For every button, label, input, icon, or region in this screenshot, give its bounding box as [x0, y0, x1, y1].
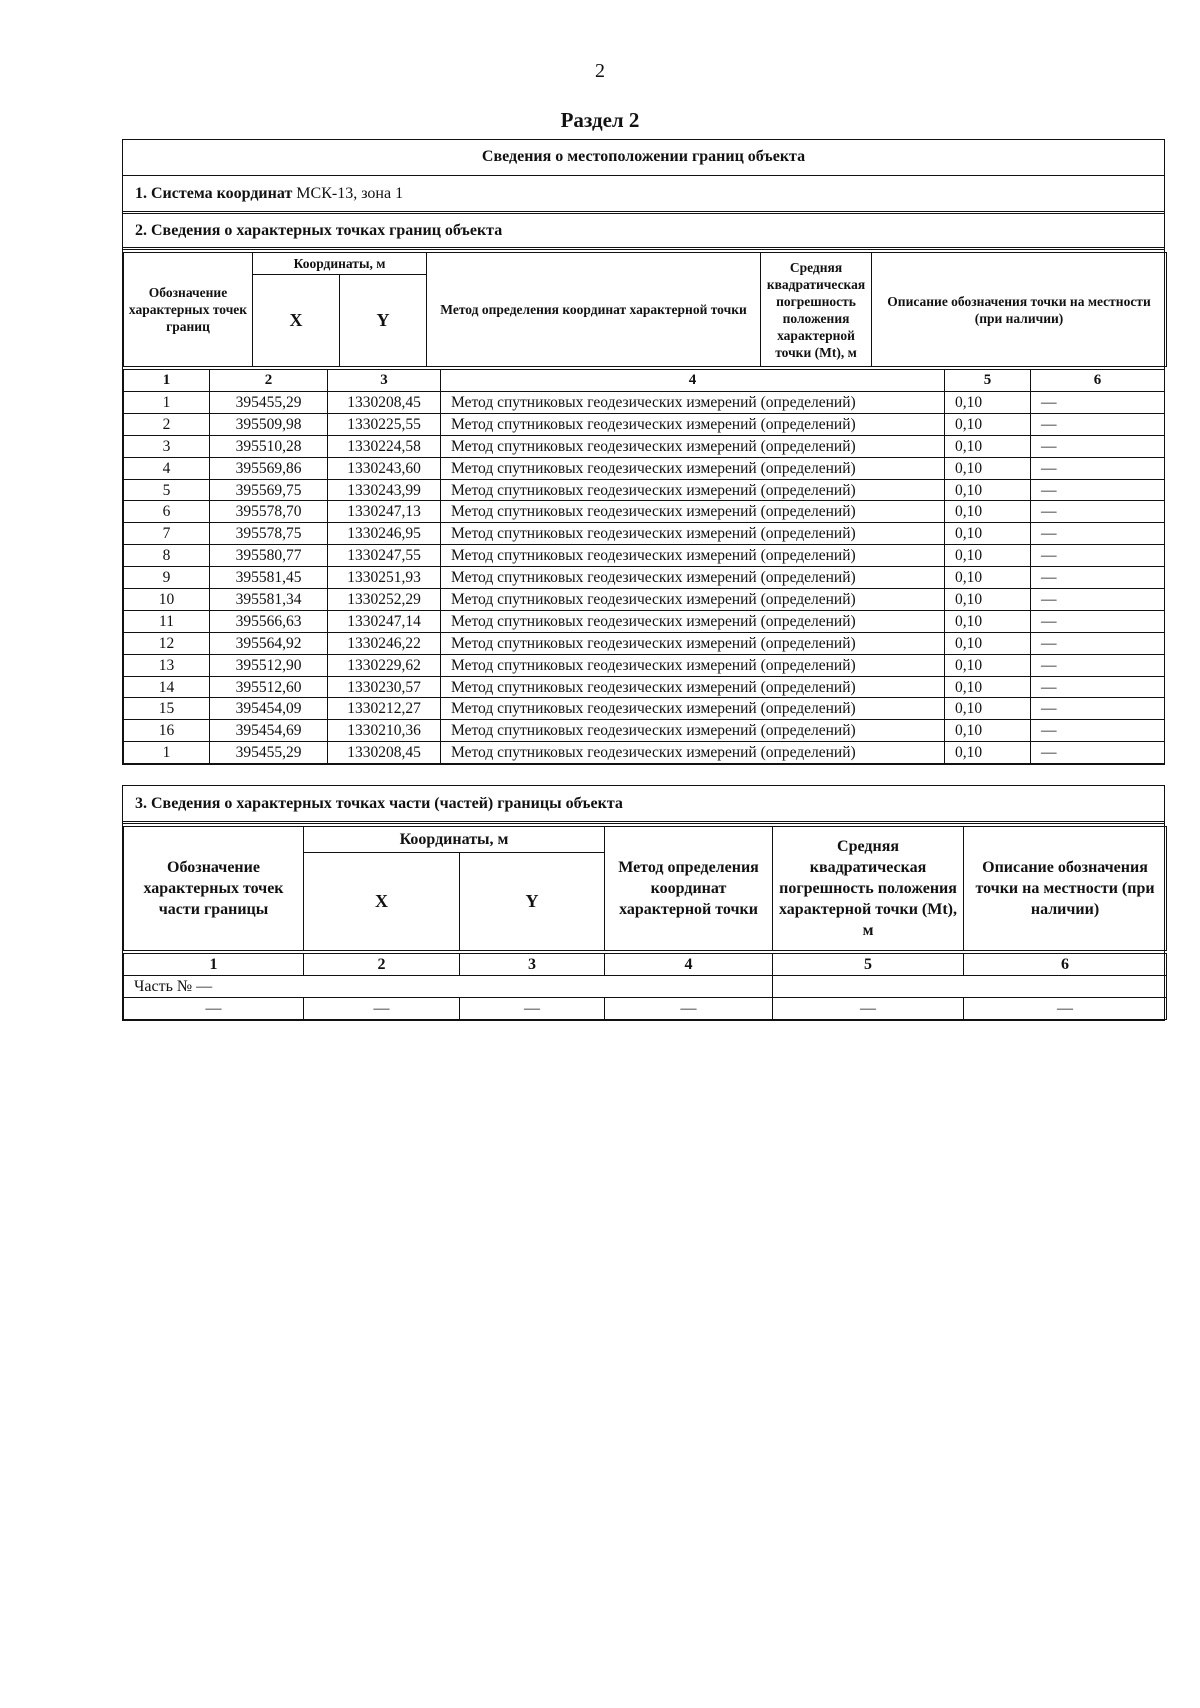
page-number: 2 [595, 60, 605, 82]
x-coordinate: 395512,60 [210, 676, 328, 698]
point-number: 12 [124, 632, 210, 654]
col-description: Описание обозначения точки на местности (при наличии) [872, 253, 1167, 367]
y-coordinate: 1330246,95 [328, 523, 441, 545]
y-coordinate: 1330247,14 [328, 610, 441, 632]
y-coordinate: 1330247,55 [328, 545, 441, 567]
col-number: 3 [460, 954, 605, 976]
method-cell: Метод спутниковых геодезических измерений (определений) [441, 698, 945, 720]
part-row [124, 976, 1167, 998]
y-coordinate: 1330208,45 [328, 392, 441, 414]
point-number: 3 [124, 435, 210, 457]
y-coordinate: 1330230,57 [328, 676, 441, 698]
col-error: Средняя квадратическая погрешность положения характерной точки (Mt), м [761, 253, 872, 367]
description-cell: — [1031, 589, 1165, 611]
col-number: 1 [124, 954, 304, 976]
error-cell: 0,10 [945, 457, 1031, 479]
x-coordinate: 395454,09 [210, 698, 328, 720]
x-coordinate: 395512,90 [210, 654, 328, 676]
col-y: Y [460, 853, 605, 951]
col-number: 6 [964, 954, 1167, 976]
error-cell: 0,10 [945, 720, 1031, 742]
description-cell: — [1031, 392, 1165, 414]
table-row [124, 523, 1165, 545]
col-x: X [253, 275, 340, 367]
empty-cell: — [460, 998, 605, 1020]
col-number: 4 [441, 370, 945, 392]
description-cell: — [1031, 676, 1165, 698]
error-cell: 0,10 [945, 698, 1031, 720]
col-number: 2 [210, 370, 328, 392]
description-cell: — [1031, 523, 1165, 545]
coord-system-row [123, 176, 1164, 214]
parts-title: 3. Сведения о характерных точках части (частей) границы объекта [123, 786, 1164, 824]
boundary-info-block [122, 139, 1165, 765]
parts-points-values [123, 953, 1167, 1020]
x-coordinate: 395566,63 [210, 610, 328, 632]
table-row [124, 654, 1165, 676]
x-coordinate: 395580,77 [210, 545, 328, 567]
point-number: 1 [124, 392, 210, 414]
col-designation: Обозначение характерных точек границ [124, 253, 253, 367]
error-cell: 0,10 [945, 567, 1031, 589]
x-coordinate: 395578,75 [210, 523, 328, 545]
col-error: Средняя квадратическая погрешность положения характерной точки (Mt), м [773, 827, 964, 951]
col-designation: Обозначение характерных точек части границы [124, 827, 304, 951]
error-cell: 0,10 [945, 413, 1031, 435]
empty-cell: — [964, 998, 1167, 1020]
block1-header: Сведения о местоположении границ объекта [123, 140, 1164, 176]
section-title: Раздел 2 [560, 108, 640, 132]
method-cell: Метод спутниковых геодезических измерений (определений) [441, 457, 945, 479]
y-coordinate: 1330208,45 [328, 742, 441, 764]
error-cell: 0,10 [945, 676, 1031, 698]
error-cell: 0,10 [945, 523, 1031, 545]
coord-system-value: МСК-13, зона 1 [296, 185, 404, 202]
method-cell: Метод спутниковых геодезических измерений (определений) [441, 720, 945, 742]
col-number: 5 [945, 370, 1031, 392]
col-method: Метод определения координат характерной точки [427, 253, 761, 367]
description-cell: — [1031, 457, 1165, 479]
x-coordinate: 395581,45 [210, 567, 328, 589]
description-cell: — [1031, 567, 1165, 589]
col-number: 4 [605, 954, 773, 976]
error-cell: 0,10 [945, 435, 1031, 457]
x-coordinate: 395510,28 [210, 435, 328, 457]
table-row [124, 501, 1165, 523]
error-cell: 0,10 [945, 654, 1031, 676]
col-number: 2 [304, 954, 460, 976]
error-cell: 0,10 [945, 545, 1031, 567]
part-empty [773, 976, 1167, 998]
table-row [124, 742, 1165, 764]
empty-cell: — [773, 998, 964, 1020]
method-cell: Метод спутниковых геодезических измерений (определений) [441, 479, 945, 501]
part-label: Часть № — [124, 976, 773, 998]
y-coordinate: 1330224,58 [328, 435, 441, 457]
y-coordinate: 1330247,13 [328, 501, 441, 523]
method-cell: Метод спутниковых геодезических измерений (определений) [441, 654, 945, 676]
method-cell: Метод спутниковых геодезических измерений (определений) [441, 501, 945, 523]
point-number: 13 [124, 654, 210, 676]
description-cell: — [1031, 742, 1165, 764]
table-row [124, 632, 1165, 654]
description-cell: — [1031, 545, 1165, 567]
y-coordinate: 1330252,29 [328, 589, 441, 611]
table-row [124, 676, 1165, 698]
table-row [124, 435, 1165, 457]
boundary-points-values [123, 369, 1165, 764]
empty-cell: — [304, 998, 460, 1020]
y-coordinate: 1330251,93 [328, 567, 441, 589]
method-cell: Метод спутниковых геодезических измерений (определений) [441, 567, 945, 589]
point-number: 8 [124, 545, 210, 567]
parts-info-block [122, 785, 1165, 1021]
col-number: 5 [773, 954, 964, 976]
description-cell: — [1031, 632, 1165, 654]
description-cell: — [1031, 435, 1165, 457]
point-number: 16 [124, 720, 210, 742]
col-coords: Координаты, м [253, 253, 427, 275]
point-number: 9 [124, 567, 210, 589]
x-coordinate: 395569,75 [210, 479, 328, 501]
point-number: 15 [124, 698, 210, 720]
x-coordinate: 395569,86 [210, 457, 328, 479]
col-number: 3 [328, 370, 441, 392]
table-row [124, 413, 1165, 435]
point-number: 11 [124, 610, 210, 632]
empty-row [124, 998, 1167, 1020]
coord-system-label: 1. Система координат [135, 185, 293, 202]
point-number: 14 [124, 676, 210, 698]
col-number: 6 [1031, 370, 1165, 392]
table-row [124, 479, 1165, 501]
column-number-row [124, 954, 1167, 976]
points-title: 2. Сведения о характерных точках границ объекта [123, 214, 1164, 250]
method-cell: Метод спутниковых геодезических измерений (определений) [441, 610, 945, 632]
y-coordinate: 1330243,99 [328, 479, 441, 501]
description-cell: — [1031, 720, 1165, 742]
table-row [124, 589, 1165, 611]
x-coordinate: 395581,34 [210, 589, 328, 611]
col-description: Описание обозначения точки на местности (при наличии) [964, 827, 1167, 951]
point-number: 5 [124, 479, 210, 501]
point-number: 4 [124, 457, 210, 479]
table-row [124, 610, 1165, 632]
col-y: Y [340, 275, 427, 367]
table-row [124, 567, 1165, 589]
x-coordinate: 395455,29 [210, 392, 328, 414]
y-coordinate: 1330243,60 [328, 457, 441, 479]
x-coordinate: 395455,29 [210, 742, 328, 764]
x-coordinate: 395564,92 [210, 632, 328, 654]
point-number: 7 [124, 523, 210, 545]
table-row [124, 392, 1165, 414]
method-cell: Метод спутниковых геодезических измерений (определений) [441, 545, 945, 567]
method-cell: Метод спутниковых геодезических измерений (определений) [441, 413, 945, 435]
error-cell: 0,10 [945, 501, 1031, 523]
x-coordinate: 395509,98 [210, 413, 328, 435]
table-row [124, 457, 1165, 479]
empty-cell: — [605, 998, 773, 1020]
error-cell: 0,10 [945, 632, 1031, 654]
point-number: 10 [124, 589, 210, 611]
error-cell: 0,10 [945, 742, 1031, 764]
col-number: 1 [124, 370, 210, 392]
y-coordinate: 1330225,55 [328, 413, 441, 435]
method-cell: Метод спутниковых геодезических измерений (определений) [441, 676, 945, 698]
table-row [124, 545, 1165, 567]
description-cell: — [1031, 610, 1165, 632]
point-number: 2 [124, 413, 210, 435]
method-cell: Метод спутниковых геодезических измерений (определений) [441, 392, 945, 414]
boundary-points-table [123, 252, 1167, 367]
parts-points-table [123, 826, 1167, 951]
method-cell: Метод спутниковых геодезических измерений (определений) [441, 742, 945, 764]
y-coordinate: 1330210,36 [328, 720, 441, 742]
description-cell: — [1031, 479, 1165, 501]
column-number-row [124, 370, 1165, 392]
description-cell: — [1031, 654, 1165, 676]
description-cell: — [1031, 501, 1165, 523]
col-x: X [304, 853, 460, 951]
error-cell: 0,10 [945, 479, 1031, 501]
method-cell: Метод спутниковых геодезических измерений (определений) [441, 523, 945, 545]
point-number: 6 [124, 501, 210, 523]
description-cell: — [1031, 413, 1165, 435]
y-coordinate: 1330229,62 [328, 654, 441, 676]
method-cell: Метод спутниковых геодезических измерений (определений) [441, 435, 945, 457]
description-cell: — [1031, 698, 1165, 720]
method-cell: Метод спутниковых геодезических измерений (определений) [441, 632, 945, 654]
error-cell: 0,10 [945, 392, 1031, 414]
col-method: Метод определения координат характерной точки [605, 827, 773, 951]
y-coordinate: 1330212,27 [328, 698, 441, 720]
table-row [124, 720, 1165, 742]
y-coordinate: 1330246,22 [328, 632, 441, 654]
error-cell: 0,10 [945, 589, 1031, 611]
col-coords: Координаты, м [304, 827, 605, 853]
method-cell: Метод спутниковых геодезических измерений (определений) [441, 589, 945, 611]
table-row [124, 698, 1165, 720]
empty-cell: — [124, 998, 304, 1020]
point-number: 1 [124, 742, 210, 764]
x-coordinate: 395578,70 [210, 501, 328, 523]
error-cell: 0,10 [945, 610, 1031, 632]
x-coordinate: 395454,69 [210, 720, 328, 742]
